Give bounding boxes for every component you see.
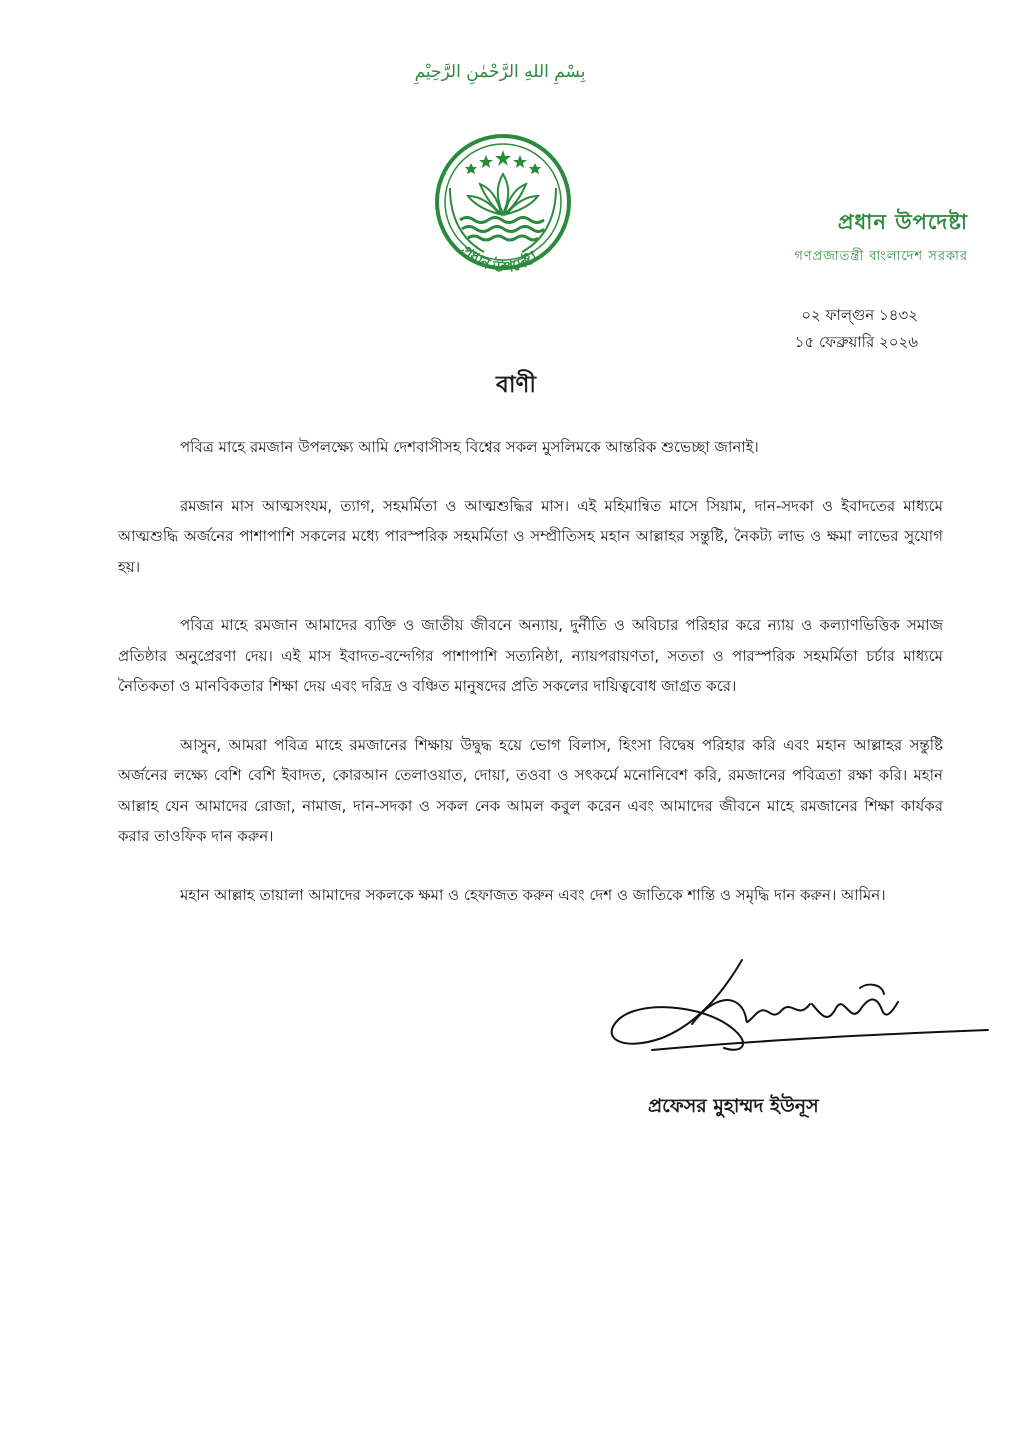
paragraph: রমজান মাস আত্মসংযম, ত্যাগ, সহমর্মিতা ও আত্মশুদ্ধির মাস। এই মহিমান্বিত মাসে সিয়াম, দান-সদকা ও ইবাদতের মাধ্যমে আত্মশুদ্ধি অর্জনের পাশাপাশি সকলের মধ্যে পারস্পরিক সহমর্মিতা ও সম্প্রীতিসহ মহান আল্লাহর সন্তুষ্টি, নৈকট্য লাভ ও ক্ষমা লাভের সুযোগ হয়। (118, 496, 943, 576)
office-subtitle: গণপ্রজাতন্ত্রী বাংলাদেশ সরকার (794, 249, 968, 264)
handwritten-signature (592, 954, 992, 1064)
office-title: প্রধান উপদেষ্টা (837, 210, 968, 234)
date-gregorian: ১৫ ফেব্রুয়ারি ২০২৬ (794, 333, 918, 351)
date-block (795, 302, 918, 356)
date-bangla: ০২ ফাল্গুন ১৪৩২ (801, 306, 918, 324)
signatory-name: প্রফেসর মুহাম্মদ ইউনূস (648, 1095, 819, 1117)
emblem-text: প্রধান উপদেষ্টা (457, 241, 541, 277)
svg-text:প্রধান উপদেষ্টা (457, 241, 541, 276)
message-body (118, 432, 943, 938)
paragraph: পবিত্র মাহে রমজান আমাদের ব্যক্তি ও জাতীয় জীবনে অন্যায়, দুর্নীতি ও অবিচার পরিহার করে ন্যায় ও কল্যাণভিত্তিক সমাজ প্রতিষ্ঠার অনুপ্রেরণা দেয়। এই মাস ইবাদত-বন্দেগির পাশাপাশি সত্যনিষ্ঠা, ন্যায়পরায়ণতা, সততা ও পারস্পরিক সহমর্মিতা চর্চার মাধ্যমে নৈতিকতা ও মানবিকতার শিক্ষা দেয় এবং দরিদ্র ও বঞ্চিত মানুষদের প্রতি সকলের দায়িত্ববোধ জাগ্রত করে। (118, 616, 943, 695)
government-emblem-icon (428, 128, 578, 298)
bismillah-calligraphy: بِسْمِ اللهِ الرَّحْمٰنِ الرَّحِيْمِ (414, 62, 586, 82)
paragraph: আসুন, আমরা পবিত্র মাহে রমজানের শিক্ষায় উদ্বুদ্ধ হয়ে ভোগ বিলাস, হিংসা বিদ্বেষ পরিহার করি এবং মহান আল্লাহর সন্তুষ্টি অর্জনের লক্ষ্যে বেশি বেশি ইবাদত, কোরআন তেলাওয়াত, দোয়া, তওবা ও সৎকর্মে মনোনিবেশ করি, রমজানের পবিত্রতা রক্ষা করি। মহান আল্লাহ যেন আমাদের রোজা, নামাজ, দান-সদকা ও সকল নেক আমল কবুল করেন এবং আমাদের জীবনে মাহে রমজানের শিক্ষা কার্যকর করার তাওফিক দান করুন। (118, 735, 943, 845)
message-heading: বাণী (496, 372, 536, 398)
paragraph: মহান আল্লাহ তায়ালা আমাদের সকলকে ক্ষমা ও হেফাজত করুন এবং দেশ ও জাতিকে শান্তি ও সমৃদ্ধি দান করুন। আমিন। (180, 885, 886, 904)
paragraph: পবিত্র মাহে রমজান উপলক্ষ্যে আমি দেশবাসীসহ বিশ্বের সকল মুসলিমকে আন্তরিক শুভেচ্ছা জানাই। (180, 438, 759, 456)
office-header (794, 206, 968, 268)
